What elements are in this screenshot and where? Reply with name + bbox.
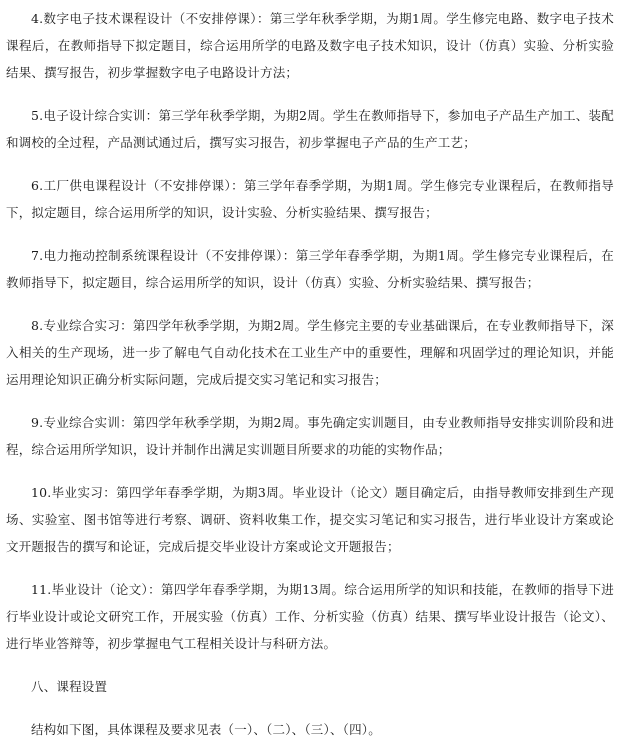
paragraph-digital-electronics-design: 4.数字电子技术课程设计（不安排停课）：第三学年秋季学期，为期1周。学生修完电路、数字电子技术课程后，在教师指导下拟定题目，综合运用所学的电路及数字电子技术知识，设计（仿真）实验、分析实验结果、撰写报告，初步掌握数字电子电路设计方法；	[6, 11, 614, 80]
paragraph-factory-power-supply-design: 6.工厂供电课程设计（不安排停课）：第三学年春季学期，为期1周。学生修完专业课程后，在教师指导下，拟定题目，综合运用所学的知识，设计实验、分析实验结果、撰写报告；	[6, 178, 614, 220]
paragraph-professional-internship: 8.专业综合实习：第四学年秋季学期，为期2周。学生修完主要的专业基础课后，在专业教师指导下，深入相关的生产现场，进一步了解电气自动化技术在工业生产中的重要性，理解和巩固学过的理论知识，并能运用理论知识正确分析实际问题，完成后提交实习笔记和实习报告；	[6, 318, 614, 387]
paragraph-graduation-design: 11.毕业设计（论文）：第四学年春季学期，为期13周。综合运用所学的知识和技能，在教师的指导下进行毕业设计或论文研究工作，开展实验（仿真）工作、分析实验（仿真）结果、撰写毕业设计报告（论文）、进行毕业答辩等，初步掌握电气工程相关设计与科研方法。	[6, 582, 614, 651]
section-heading: 八、课程设置	[31, 679, 108, 694]
paragraph-electric-drive-control-design: 7.电力拖动控制系统课程设计（不安排停课）：第三学年春季学期，为期1周。学生修完专业课程后，在教师指导下，拟定题目，综合运用所学的知识，设计（仿真）实验、分析实验结果、撰写报告；	[6, 248, 614, 290]
paragraph-electronic-design-training: 5.电子设计综合实训：第三学年秋季学期，为期2周。学生在教师指导下，参加电子产品生产加工、装配和调校的全过程，产品测试通过后，撰写实习报告，初步掌握电子产品的生产工艺；	[6, 108, 614, 150]
paragraph-professional-training: 9.专业综合实训：第四学年秋季学期，为期2周。事先确定实训题目，由专业教师指导安排实训阶段和进程，综合运用所学知识，设计并制作出满足实训题目所要求的功能的实物作品；	[6, 415, 614, 457]
section-description: 结构如下图，具体课程及要求见表（一）、（二）、（三）、（四）。	[31, 722, 381, 737]
paragraph-graduation-internship: 10.毕业实习：第四学年春季学期，为期3周。毕业设计（论文）题目确定后，由指导教师安排到生产现场、实验室、图书馆等进行考察、调研、资料收集工作，提交实习笔记和实习报告，进行毕业设计方案或论文开题报告的撰写和论证，完成后提交毕业设计方案或论文开题报告；	[6, 485, 614, 554]
